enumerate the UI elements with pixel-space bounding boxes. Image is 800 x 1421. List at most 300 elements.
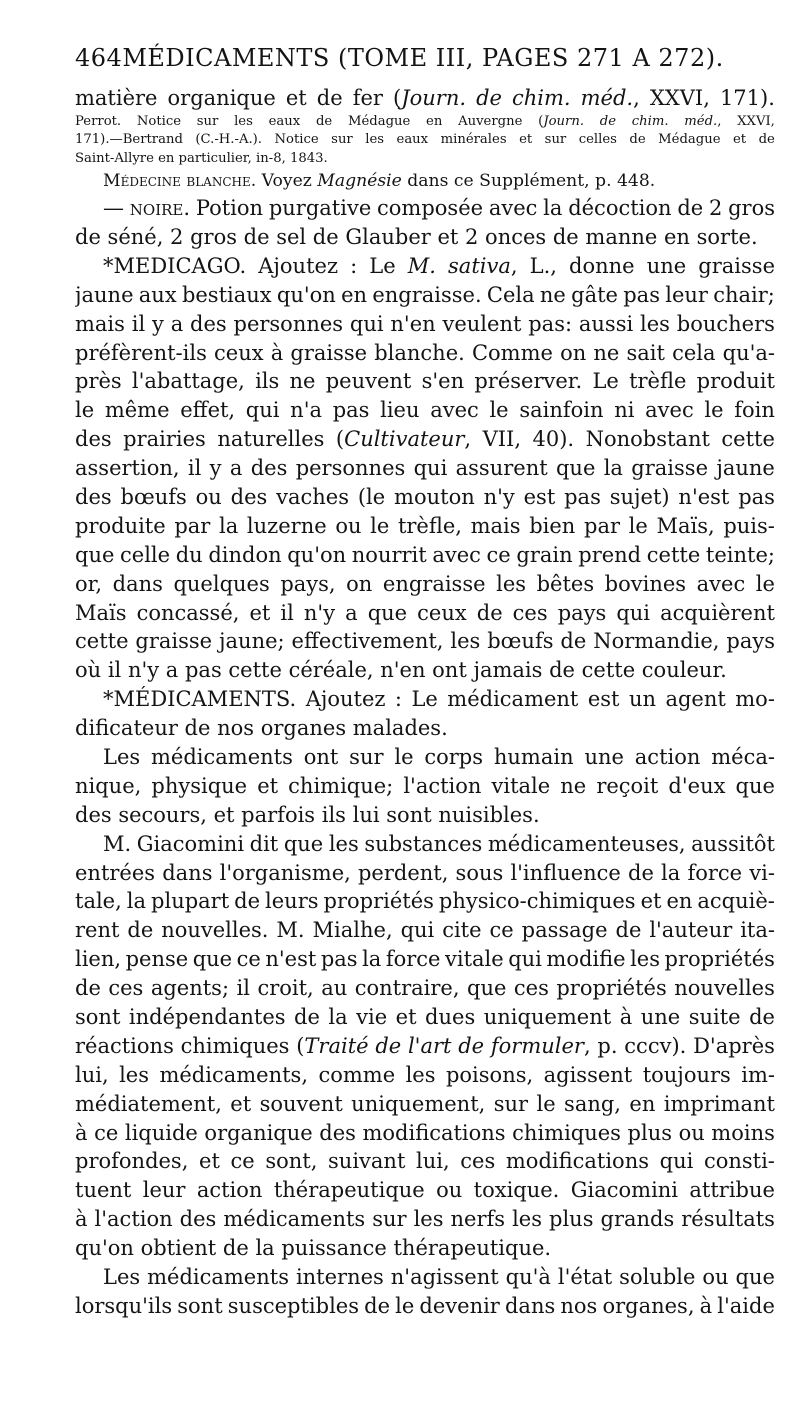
word: le: [536, 1091, 556, 1116]
text-line: [75, 339, 775, 368]
word: celles: [578, 132, 617, 148]
word: bovines: [604, 571, 687, 596]
word: dans: [112, 571, 163, 596]
text-line: [75, 223, 775, 252]
word: organes,: [602, 1293, 695, 1318]
word: nouvelles.: [161, 918, 269, 943]
word: modifie: [546, 947, 626, 972]
word: Perrot.: [75, 113, 122, 129]
word: passage: [521, 918, 608, 943]
word: Ajoutez: [258, 253, 339, 278]
word: bœufs: [487, 629, 554, 654]
word: imprimant: [663, 1091, 775, 1116]
word: nos: [560, 1293, 598, 1318]
word: lui,: [416, 1149, 450, 1174]
text-line: [75, 84, 775, 113]
word: suivant: [328, 1149, 406, 1174]
word: n'est: [265, 947, 317, 972]
word: assurent: [455, 456, 548, 481]
text-segment: dans ce Supplément, p. 448.: [401, 171, 656, 192]
word: eaux: [268, 113, 301, 129]
word: des: [250, 456, 288, 481]
word: ne: [593, 340, 620, 365]
word: agents;: [150, 976, 230, 1001]
word: (Traité: [296, 1033, 369, 1058]
word: et: [230, 1091, 252, 1116]
word: dues: [425, 1005, 476, 1029]
word: dans: [162, 860, 213, 885]
word: ce: [94, 1120, 119, 1145]
word: tuent: [75, 1178, 132, 1203]
word: minérales: [440, 132, 507, 148]
word: agent: [665, 687, 726, 712]
word: dans: [504, 1293, 556, 1318]
word: les: [365, 132, 385, 148]
word: l'action: [403, 773, 482, 798]
text-segment: de séné, 2 gros de sel de Glauber et 2 onces de manne en sorte.: [75, 224, 758, 249]
word: quelques: [173, 571, 270, 596]
word: humain: [493, 744, 574, 769]
word: en: [666, 889, 693, 914]
word: on: [560, 340, 587, 365]
word: Maïs,: [656, 513, 715, 538]
word: Médague: [347, 113, 411, 129]
word: et: [640, 889, 662, 914]
word: nerfs: [450, 1207, 506, 1232]
text-line: [75, 367, 775, 396]
word: est: [587, 687, 620, 712]
word: 171).: [719, 86, 775, 110]
word: que: [283, 831, 324, 856]
word: médicaments,: [159, 1062, 309, 1087]
word: sang,: [564, 1091, 621, 1116]
word: l'auteur: [649, 918, 733, 943]
word: sur: [544, 132, 567, 148]
text-line: [75, 830, 775, 859]
word: devenir: [419, 1293, 500, 1318]
word: on: [346, 571, 373, 596]
word: la: [362, 947, 382, 972]
word: ces: [513, 976, 549, 1001]
word: (Journ.: [393, 86, 467, 110]
text-segment: dificateur de nos organes malades.: [75, 716, 448, 741]
word: 2: [708, 196, 723, 221]
word: la: [219, 513, 239, 538]
word: des: [75, 484, 112, 509]
word: sur: [493, 1091, 529, 1116]
word: VII,: [482, 427, 522, 452]
word: Notice: [274, 132, 319, 148]
word: et: [395, 1005, 417, 1029]
word: ou: [335, 513, 362, 538]
word: de: [476, 600, 503, 625]
word: lieu: [380, 398, 420, 423]
text-line: [75, 627, 775, 656]
text-line: [75, 396, 775, 425]
word: sait: [626, 340, 665, 365]
text-line: [75, 801, 775, 830]
text-line: [75, 483, 775, 512]
word: cette: [721, 427, 775, 452]
text-segment: Saint-Allyre en particulier, in-8, 1843.: [75, 150, 328, 166]
word: résultats: [681, 1207, 775, 1232]
word: Auvergne: [458, 113, 523, 129]
word: et: [257, 773, 279, 798]
word: thérapeutique: [273, 1178, 425, 1203]
word: pas: [320, 947, 358, 972]
word: (le: [357, 484, 386, 509]
word: et: [733, 132, 747, 148]
word: Potion: [195, 196, 264, 221]
word: grain: [516, 542, 573, 567]
word: le: [755, 571, 775, 596]
word: jaune;: [219, 629, 285, 654]
word: et: [199, 1149, 220, 1174]
word: modifications: [505, 1149, 649, 1174]
word: du: [175, 542, 203, 567]
word: sujet): [609, 484, 670, 509]
text-segment: Magnésie: [317, 171, 402, 192]
word: im-: [741, 1062, 775, 1087]
word: ou: [195, 484, 222, 509]
word: en: [426, 113, 443, 129]
word: propriétés: [323, 889, 434, 914]
word: y: [152, 311, 164, 336]
word: la: [126, 889, 147, 914]
word: aussitôt: [691, 831, 775, 856]
word: même: [104, 398, 170, 423]
word: celle: [120, 542, 171, 567]
word: contraire,: [354, 976, 460, 1001]
word: ceux: [417, 600, 467, 625]
word: que: [467, 976, 507, 1001]
word: noire.: [129, 196, 191, 221]
word: ce: [230, 1149, 255, 1174]
word: ils: [255, 369, 280, 394]
word: pas: [623, 282, 660, 307]
word: le: [370, 513, 390, 538]
word: force: [687, 860, 743, 885]
word: ont: [303, 744, 339, 769]
word: suite: [688, 1005, 741, 1029]
word: qu'à: [505, 1265, 551, 1290]
word: l'aide: [717, 1293, 775, 1318]
word: XXVI,: [737, 113, 775, 129]
word: une: [640, 1005, 681, 1029]
word: mouton: [394, 484, 475, 509]
word: la: [328, 1005, 348, 1029]
word: ne: [539, 282, 566, 307]
word: Nonobstant: [585, 427, 710, 452]
word: susceptibles: [227, 1293, 359, 1318]
word: action: [634, 744, 701, 769]
word: liquide: [124, 1120, 198, 1145]
word: graisse: [631, 456, 708, 481]
word: Médague: [658, 132, 721, 148]
word: soluble: [619, 1265, 696, 1290]
word: plus: [549, 1207, 594, 1232]
word: a: [229, 456, 243, 481]
word: vitale: [491, 773, 551, 798]
word: de: [599, 113, 617, 129]
word: les: [450, 629, 481, 654]
text-line: [75, 1176, 775, 1205]
word: graisse: [135, 629, 213, 654]
word: qui: [413, 456, 448, 481]
word: à: [270, 340, 284, 365]
word: D'après: [693, 1033, 775, 1058]
text-line: [75, 859, 775, 888]
word: gâte: [571, 282, 618, 307]
word: :: [394, 687, 402, 712]
word: qui: [616, 600, 651, 625]
word: les: [413, 1207, 444, 1232]
text-line: [75, 714, 775, 743]
word: médicaments: [147, 1265, 289, 1290]
word: sur: [372, 1207, 407, 1232]
word: sont,: [265, 1149, 318, 1174]
word: Notice: [136, 113, 182, 129]
word: de: [629, 132, 646, 148]
word: bœufs: [120, 484, 187, 509]
word: Le: [369, 253, 396, 278]
word: bouchers: [676, 311, 775, 336]
word: souvent: [259, 1091, 343, 1116]
word: médicament: [447, 687, 579, 712]
word: engraisse.: [372, 282, 482, 307]
word: des: [190, 311, 227, 336]
word: l'abattage,: [131, 369, 245, 394]
word: foin: [734, 398, 775, 423]
word: que: [367, 600, 408, 625]
word: attribue: [689, 1178, 775, 1203]
word: méca-: [711, 744, 775, 769]
word: blanche.: [374, 340, 465, 365]
word: et: [249, 600, 271, 625]
word: par: [584, 513, 621, 538]
word: produit: [696, 369, 775, 394]
word: ce: [486, 542, 511, 567]
word: matière: [75, 86, 158, 110]
word: de: [364, 1293, 390, 1318]
word: personnes: [233, 311, 344, 336]
word: qu'on: [276, 282, 336, 307]
word: de: [560, 629, 587, 654]
word: de: [677, 196, 704, 221]
word: Giacomini: [136, 831, 245, 856]
word: le: [395, 1293, 415, 1318]
word: la: [603, 456, 623, 481]
word: aussi: [578, 311, 634, 336]
text-segment: des secours, et parfois ils lui sont nuisibles.: [75, 802, 540, 827]
word: pas: [332, 398, 370, 423]
word: n'agissent: [390, 1265, 499, 1290]
text-line: [75, 1119, 775, 1148]
word: purgative: [268, 196, 372, 221]
word: ce: [489, 918, 514, 943]
text-line: [75, 310, 775, 339]
word: le: [75, 398, 95, 423]
word: cela: [672, 340, 716, 365]
word: fer: [352, 86, 383, 110]
word: modifications: [362, 1120, 506, 1145]
word: moins: [711, 1120, 775, 1145]
word: consti-: [703, 1149, 775, 1174]
text-line: [75, 1205, 775, 1234]
word: méd.,: [684, 113, 722, 129]
word: près: [75, 369, 122, 394]
word: cite: [442, 918, 482, 943]
word: en: [629, 1091, 656, 1116]
word: jaune: [75, 282, 134, 307]
word: acquiè-: [697, 889, 775, 914]
word: le: [628, 513, 648, 538]
word: trèfle: [629, 369, 687, 394]
word: Giacomini: [570, 1178, 679, 1203]
word: gros: [728, 196, 775, 221]
word: Ajoutez: [305, 687, 386, 712]
text-line: [75, 570, 775, 599]
word: pays: [726, 629, 775, 654]
word: l'état: [557, 1265, 613, 1290]
word: de: [294, 1005, 320, 1029]
text-line: [75, 916, 775, 945]
word: cccv).: [624, 1033, 687, 1058]
word: avec: [645, 398, 694, 423]
text-segment: qu'on obtient de la puissance thérapeutique.: [75, 1236, 552, 1261]
word: engraisse: [382, 571, 486, 596]
word: pas:: [528, 311, 573, 336]
word: au: [321, 976, 348, 1001]
word: puis-: [723, 513, 775, 538]
text-line: [75, 656, 775, 685]
text-line: [75, 131, 775, 149]
word: p.: [597, 1033, 618, 1058]
word: en: [341, 282, 368, 307]
word: aux: [138, 282, 177, 307]
word: de: [75, 976, 101, 1001]
word: qui: [245, 398, 280, 423]
word: uniquement,: [351, 1091, 486, 1116]
page-number: 464: [75, 44, 123, 72]
word: avec: [432, 542, 481, 567]
word: qui: [400, 918, 435, 943]
word: ne: [289, 369, 316, 394]
word: les: [328, 831, 359, 856]
word: pas: [564, 484, 601, 509]
word: concassé,: [136, 600, 240, 625]
word: mo-: [735, 687, 775, 712]
word: avec: [430, 398, 479, 423]
text-line: [75, 1032, 775, 1061]
word: mais: [75, 311, 125, 336]
word: uniquement: [483, 1005, 612, 1029]
word: que: [735, 1265, 775, 1290]
text-line: [75, 541, 775, 570]
word: veulent: [442, 311, 522, 336]
word: que: [192, 947, 233, 972]
text-line: [75, 772, 775, 801]
text-line: [75, 454, 775, 483]
text-line: [75, 1234, 775, 1263]
word: il: [131, 311, 146, 336]
word: reçoit: [596, 773, 659, 798]
word: de: [316, 86, 343, 110]
word: les: [119, 1062, 150, 1087]
word: 171).—Bertrand: [75, 132, 183, 148]
word: plus: [627, 1120, 672, 1145]
word: chim.: [512, 86, 571, 110]
word: force: [385, 947, 441, 972]
word: avec: [696, 571, 746, 596]
word: poisons,: [445, 1062, 534, 1087]
word: une: [584, 744, 624, 769]
word: acquièrent: [660, 600, 775, 625]
word: :: [350, 253, 358, 278]
word: nouvelles: [674, 976, 775, 1001]
word: Normandie,: [593, 629, 720, 654]
word: et: [519, 132, 533, 148]
word: —: [103, 196, 124, 221]
word: (Journ.: [538, 113, 585, 129]
word: qui: [508, 947, 542, 972]
word: action: [196, 1178, 263, 1203]
word: organique: [204, 1120, 313, 1145]
word: perdent,: [357, 860, 449, 885]
word: Les: [103, 1265, 141, 1290]
word: il: [187, 456, 202, 481]
word: de: [476, 86, 502, 110]
word: réactions: [75, 1033, 174, 1058]
word: par: [174, 513, 211, 538]
word: et: [285, 86, 307, 110]
word: de: [315, 113, 333, 129]
word: médicaments: [223, 1207, 366, 1232]
word: L.,: [529, 253, 557, 278]
word: l'organisme,: [219, 860, 351, 885]
word: indépendantes: [128, 1005, 286, 1029]
word: Mialhe,: [312, 918, 393, 943]
word: Le: [592, 369, 619, 394]
word: organique: [167, 86, 276, 110]
word: pense: [125, 947, 189, 972]
word: vi-: [749, 860, 775, 885]
word: leurs: [265, 889, 319, 914]
word: propriétés: [664, 947, 775, 972]
text-line: [75, 974, 775, 1003]
word: sur: [196, 113, 219, 129]
word: or,: [75, 571, 103, 596]
word: Comme: [471, 340, 553, 365]
word: l'action: [94, 1207, 173, 1232]
word: décoction: [568, 196, 672, 221]
word: a: [345, 600, 358, 625]
word: chimiques: [180, 1033, 290, 1058]
word: médiatement,: [75, 1091, 222, 1116]
word: cette: [646, 542, 701, 567]
text-line: [75, 512, 775, 541]
text-line: [75, 1147, 775, 1176]
word: leur: [142, 1178, 186, 1203]
word: trèfle,: [397, 513, 462, 538]
text-line: [75, 252, 775, 281]
word: les: [512, 1207, 542, 1232]
word: n'y: [483, 484, 515, 509]
word: dindon: [208, 542, 282, 567]
word: graisse: [698, 253, 775, 278]
word: ni: [614, 398, 635, 423]
word: effet,: [180, 398, 236, 423]
